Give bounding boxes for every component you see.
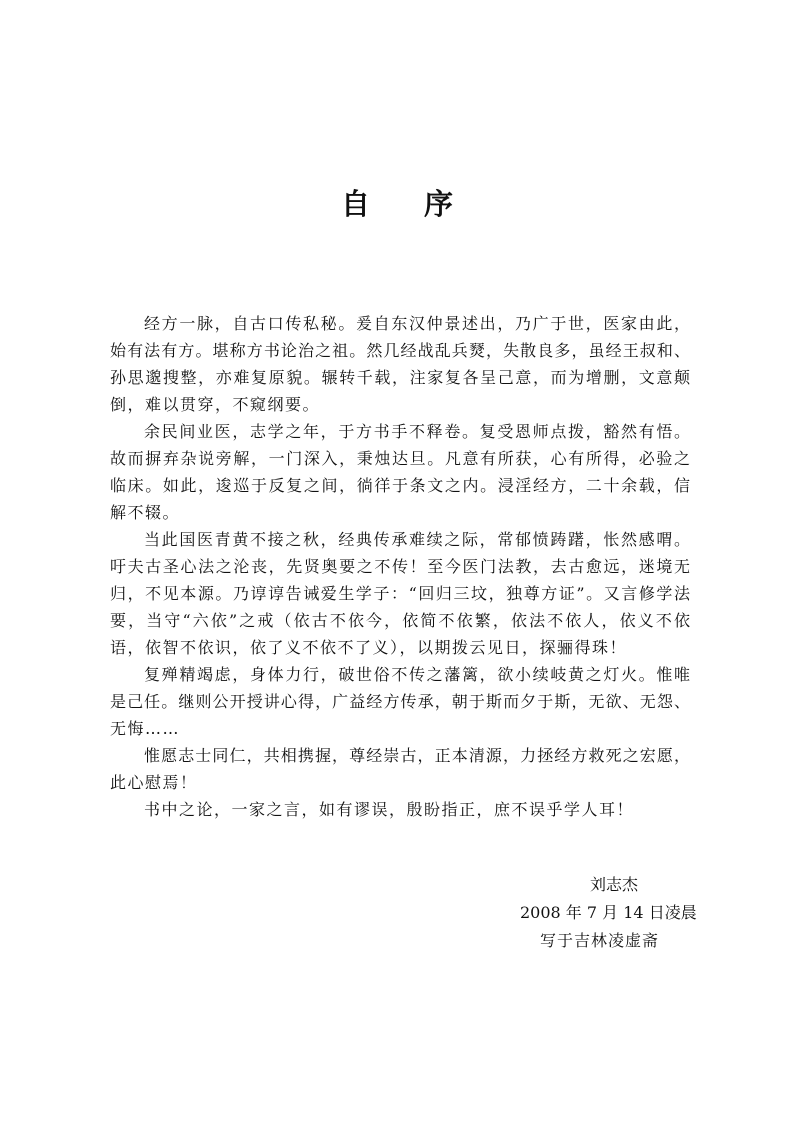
paragraph bbox=[110, 418, 690, 526]
text-line: 复殚精竭虑，身体力行，破世俗不传之藩篱，欲小续岐黄之灯火。惟唯 bbox=[144, 665, 690, 684]
text-line: 要，当守“六依”之戒（依古不依今，依简不依繁，依法不依人，依义不依 bbox=[110, 611, 690, 630]
text-line: 故而摒弃杂说旁解，一门深入，秉烛达旦。凡意有所获，心有所得，必验之 bbox=[110, 449, 690, 468]
text-line: 孙思邈搜整，亦难复原貌。辗转千载，注家复各呈己意，而为增删，文意颠 bbox=[110, 368, 690, 387]
text-line: 是己任。继则公开授讲心得，广益经方传承，朝于斯而夕于斯，无欲、无怨、 bbox=[110, 692, 690, 711]
text-line: 此心慰焉！ bbox=[110, 773, 198, 792]
signature-place: 写于吉林凌虚斋 bbox=[540, 931, 660, 950]
text-line: 倒，难以贯穿，不窥纲要。 bbox=[110, 395, 321, 414]
text-line: 语，依智不依识，依了义不依不了义），以期拨云见日，探骊得珠！ bbox=[110, 638, 628, 657]
preface-body bbox=[110, 310, 690, 823]
text-line: 当此国医青黄不接之秋，经典传承难续之际，常郁愤踌躇，怅然感喟。 bbox=[144, 530, 690, 549]
text-line: 吁夫古圣心法之沦丧，先贤奥要之不传！至今医门法教，去古愈远，迷境无 bbox=[110, 557, 690, 576]
paragraph bbox=[110, 661, 690, 742]
paragraph bbox=[110, 310, 690, 418]
text-line: 书中之论，一家之言，如有谬误，殷盼指正，庶不误乎学人耳！ bbox=[144, 800, 635, 819]
text-line: 惟愿志士同仁，共相携握，尊经崇古，正本清源，力拯经方救死之宏愿， bbox=[144, 746, 690, 765]
paragraph bbox=[110, 796, 690, 823]
text-line: 余民间业医，志学之年，于方书手不释卷。复受恩师点拨，豁然有悟。 bbox=[144, 422, 690, 441]
text-line: 归，不见本源。乃谆谆告诫爱生学子：“回归三坟，独尊方证”。又言修学法 bbox=[110, 584, 690, 603]
paragraph bbox=[110, 526, 690, 661]
text-line: 无悔…… bbox=[110, 719, 181, 738]
text-line: 解不辍。 bbox=[110, 503, 181, 522]
text-line: 经方一脉，自古口传私秘。爰自东汉仲景述出，乃广于世，医家由此， bbox=[144, 314, 690, 333]
page-title: 自 序 bbox=[340, 187, 476, 221]
author-name: 刘志杰 bbox=[590, 875, 639, 894]
text-line: 临床。如此，逡巡于反复之间，徜徉于条文之内。浸淫经方，二十余载，信 bbox=[110, 476, 690, 495]
signature-date: 2008 年 7 月 14 日凌晨 bbox=[520, 903, 697, 922]
text-line: 始有法有方。堪称方书论治之祖。然几经战乱兵燹，失散良多，虽经王叔和、 bbox=[110, 341, 690, 360]
paragraph bbox=[110, 742, 690, 796]
